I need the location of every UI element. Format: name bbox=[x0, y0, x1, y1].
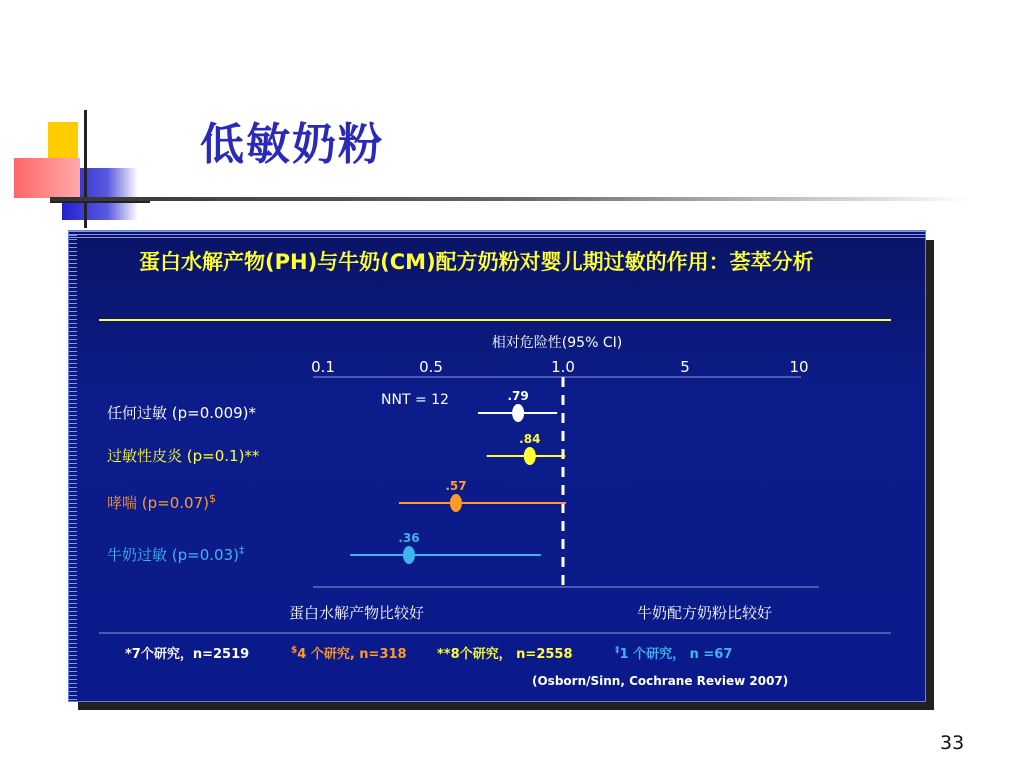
page-number: 33 bbox=[940, 732, 965, 754]
left-favour-label: 蛋白水解产物比较好 bbox=[289, 604, 425, 622]
chart-title: 相对危险性(95% CI) bbox=[491, 335, 623, 351]
forest-plot-panel bbox=[68, 230, 926, 702]
row-label-p: (p=0.1)** bbox=[186, 447, 260, 465]
logo-yellow-square bbox=[48, 122, 78, 162]
x-axis-ticks bbox=[311, 358, 808, 376]
row-label bbox=[107, 447, 260, 465]
citation: (Osborn/Sinn, Cochrane Review 2007) bbox=[532, 674, 789, 688]
row-label-name: 哮喘 bbox=[107, 494, 142, 512]
row-label-name: 过敏性皮炎 bbox=[107, 447, 187, 465]
x-tick-label: 0.1 bbox=[311, 358, 335, 376]
point-estimate bbox=[450, 494, 462, 512]
footnote-1 bbox=[125, 643, 249, 662]
row-label-p: (p=0.07) bbox=[141, 494, 209, 512]
footnote-3 bbox=[437, 643, 573, 662]
row-label-symbol: $ bbox=[208, 492, 216, 505]
row-label-p: (p=0.009)* bbox=[171, 404, 257, 422]
point-estimate bbox=[403, 546, 415, 564]
footnote-4 bbox=[615, 643, 732, 662]
footnote-2 bbox=[291, 643, 407, 662]
x-tick-label: 10 bbox=[789, 358, 809, 376]
row-label bbox=[107, 544, 245, 564]
footnote-2-symbol: $ bbox=[291, 645, 298, 656]
nnt-label: NNT = 12 bbox=[381, 392, 449, 408]
row-label-name: 牛奶过敏 bbox=[107, 546, 172, 564]
slide-title: 低敏奶粉 bbox=[200, 119, 384, 170]
forest-plot bbox=[69, 231, 925, 701]
point-estimate bbox=[512, 404, 524, 422]
estimate-label: .36 bbox=[398, 531, 420, 545]
estimate-label: .57 bbox=[445, 479, 467, 493]
panel-heading: 蛋白水解产物(PH)与牛奶(CM)配方奶粉对婴儿期过敏的作用：荟萃分析 bbox=[139, 250, 814, 274]
footnote-4-text: 1 个研究， n =67 bbox=[619, 647, 733, 662]
estimate-label: .79 bbox=[507, 389, 529, 403]
x-tick-label: 0.5 bbox=[419, 358, 443, 376]
row-label bbox=[107, 492, 216, 512]
row-label-symbol: ‡ bbox=[238, 544, 245, 557]
x-tick-label: 1.0 bbox=[551, 358, 575, 376]
estimate-label: .84 bbox=[519, 432, 541, 446]
x-tick-label: 5 bbox=[680, 358, 690, 376]
row-label-name: 任何过敏 bbox=[107, 404, 172, 422]
title-rule bbox=[50, 197, 970, 201]
footnote-2-text: 4 个研究, n=318 bbox=[297, 647, 407, 662]
footnote-1-text: *7个研究，n=2519 bbox=[125, 647, 250, 662]
logo-vertical-bar bbox=[84, 110, 87, 228]
footnote-3-text: **8个研究， n=2558 bbox=[437, 647, 573, 662]
footnote-4-symbol: ‡ bbox=[615, 645, 620, 656]
row-label-p: (p=0.03) bbox=[171, 546, 239, 564]
row-label bbox=[107, 404, 257, 422]
right-favour-label: 牛奶配方奶粉比较好 bbox=[637, 604, 773, 622]
logo-red-square bbox=[14, 158, 80, 198]
point-estimate bbox=[524, 447, 536, 465]
forest-rows bbox=[107, 389, 566, 564]
